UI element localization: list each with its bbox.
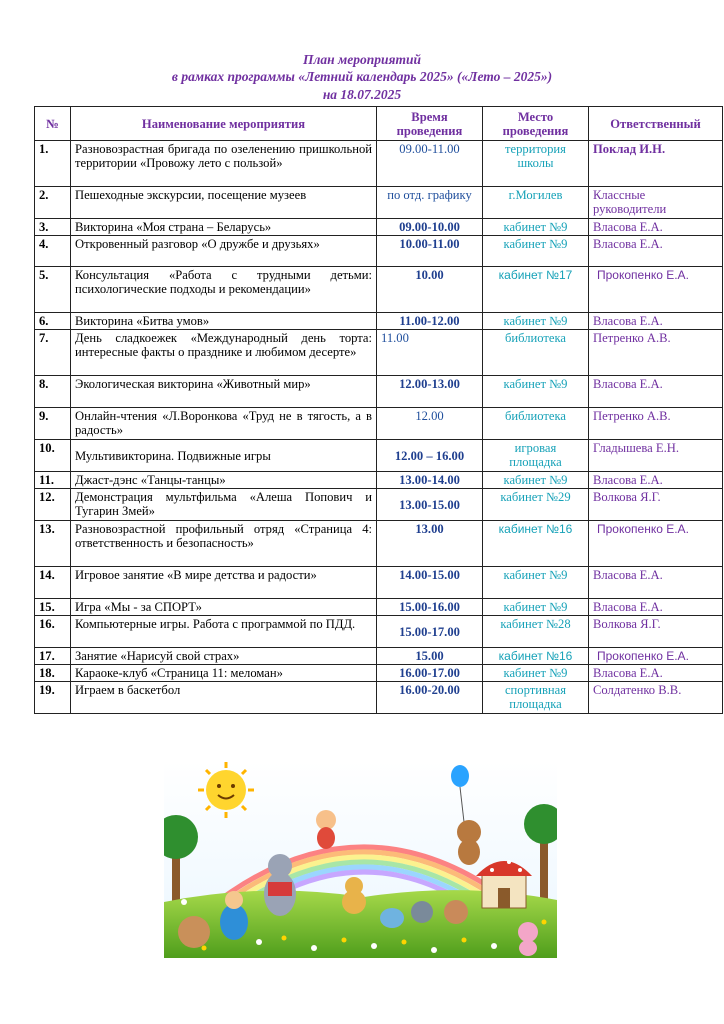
event-place: кабинет №28 [483,616,589,648]
event-place: библиотека [483,330,589,376]
event-place: игровая площадка [483,440,589,472]
event-place: спортивная площадка [483,682,589,714]
table-row [35,665,723,682]
event-responsible: Власова Е.А. [589,376,723,408]
event-name: Мультивикторина. Подвижные игры [71,440,377,472]
event-responsible: Власова Е.А. [589,567,723,599]
event-responsible: Власова Е.А. [589,472,723,489]
event-name: Викторина «Моя страна – Беларусь» [71,219,377,236]
event-responsible: Прокопенко Е.А. [589,267,723,313]
event-responsible: Поклад И.Н. [589,141,723,187]
table-row [35,187,723,219]
event-name: Демонстрация мультфильма «Алеша Попович и Тугарин Змей» [71,489,377,521]
event-time: 11.00 [377,330,483,376]
row-number: 8. [35,376,71,408]
table-row [35,236,723,267]
event-name: Компьютерные игры. Работа с программой по ПДД. [71,616,377,648]
row-number: 17. [35,648,71,665]
event-time: 15.00 [377,648,483,665]
event-name: Викторина «Битва умов» [71,313,377,330]
event-place: территория школы [483,141,589,187]
row-number: 12. [35,489,71,521]
summer-cartoon-illustration [164,762,557,958]
row-number: 10. [35,440,71,472]
event-place: кабинет №9 [483,599,589,616]
events-table [34,106,723,714]
event-responsible: Власова Е.А. [589,665,723,682]
column-header-name: Наименование мероприятия [71,107,377,141]
plan-subtitle: в рамках программы «Летний календарь 2025» («Лето – 2025») [171,69,553,84]
table-row [35,313,723,330]
event-responsible: Прокопенко Е.А. [589,521,723,567]
event-time: 11.00-12.00 [377,313,483,330]
event-name: Игра «Мы - за СПОРТ» [71,599,377,616]
event-time: 15.00-16.00 [377,599,483,616]
column-header-place: Место проведения [483,107,589,141]
event-responsible: Солдатенко В.В. [589,682,723,714]
event-place: кабинет №16 [483,521,589,567]
table-row [35,440,723,472]
row-number: 7. [35,330,71,376]
table-row [35,682,723,714]
event-time: 13.00-15.00 [377,489,483,521]
table-header-row [35,107,723,141]
event-place: кабинет №16 [483,648,589,665]
event-place: библиотека [483,408,589,440]
table-row [35,376,723,408]
event-name: День сладкоежек «Международный день торта: интересные факты о празднике и любимом десерте» [71,330,377,376]
event-responsible: Прокопенко Е.А. [589,648,723,665]
event-place: кабинет №9 [483,567,589,599]
event-name: Консультация «Работа с трудными детьми: психологические подходы и рекомендации» [71,267,377,313]
row-number: 9. [35,408,71,440]
event-name: Караоке-клуб «Страница 11: меломан» [71,665,377,682]
event-responsible: Власова Е.А. [589,313,723,330]
row-number: 14. [35,567,71,599]
event-place: кабинет №17 [483,267,589,313]
event-place: кабинет №9 [483,376,589,408]
row-number: 2. [35,187,71,219]
table-row [35,267,723,313]
table-row [35,648,723,665]
event-name: Откровенный разговор «О дружбе и друзьях» [71,236,377,267]
event-place: кабинет №9 [483,219,589,236]
event-time: 12.00 – 16.00 [377,440,483,472]
event-name: Игровое занятие «В мире детства и радости» [71,567,377,599]
event-time: 14.00-15.00 [377,567,483,599]
event-name: Разновозрастной профильный отряд «Страница 4: ответственность и безопасность» [71,521,377,567]
table-row [35,599,723,616]
row-number: 6. [35,313,71,330]
plan-date: на 18.07.2025 [322,87,402,102]
plan-title: План мероприятий [302,52,422,67]
event-time: 12.00 [377,408,483,440]
event-time: 10.00-11.00 [377,236,483,267]
event-place: кабинет №9 [483,472,589,489]
event-name: Занятие «Нарисуй свой страх» [71,648,377,665]
event-time: по отд. графику [377,187,483,219]
event-time: 13.00-14.00 [377,472,483,489]
event-name: Экологическая викторина «Животный мир» [71,376,377,408]
row-number: 1. [35,141,71,187]
table-row [35,141,723,187]
event-time: 15.00-17.00 [377,616,483,648]
event-place: кабинет №9 [483,665,589,682]
event-place: кабинет №9 [483,236,589,267]
event-name: Джаст-дэнс «Танцы-танцы» [71,472,377,489]
event-time: 10.00 [377,267,483,313]
event-time: 13.00 [377,521,483,567]
event-time: 16.00-17.00 [377,665,483,682]
event-name: Разновозрастная бригада по озеленению пришкольной территории «Провожу лето с пользой» [71,141,377,187]
row-number: 19. [35,682,71,714]
table-row [35,521,723,567]
event-responsible: Классные руководители [589,187,723,219]
event-place: кабинет №9 [483,313,589,330]
table-row [35,616,723,648]
column-header-num: № [35,107,71,141]
table-row [35,408,723,440]
event-responsible: Власова Е.А. [589,236,723,267]
row-number: 4. [35,236,71,267]
table-row [35,567,723,599]
event-responsible: Петренко А.В. [589,408,723,440]
event-responsible: Власова Е.А. [589,599,723,616]
event-responsible: Гладышева Е.Н. [589,440,723,472]
event-responsible: Волкова Я.Г. [589,616,723,648]
event-responsible: Власова Е.А. [589,219,723,236]
sun-icon [198,762,254,818]
row-number: 11. [35,472,71,489]
row-number: 16. [35,616,71,648]
event-name: Пешеходные экскурсии, посещение музеев [71,187,377,219]
event-name: Онлайн-чтения «Л.Воронкова «Труд не в тягость, а в радость» [71,408,377,440]
column-header-time: Время проведения [377,107,483,141]
row-number: 13. [35,521,71,567]
event-time: 09.00-11.00 [377,141,483,187]
row-number: 5. [35,267,71,313]
row-number: 15. [35,599,71,616]
event-time: 12.00-13.00 [377,376,483,408]
table-row [35,219,723,236]
event-time: 09.00-10.00 [377,219,483,236]
table-row [35,472,723,489]
column-header-responsible: Ответственный [589,107,723,141]
event-place: г.Могилев [483,187,589,219]
event-place: кабинет №29 [483,489,589,521]
event-name: Играем в баскетбол [71,682,377,714]
event-time: 16.00-20.00 [377,682,483,714]
event-responsible: Петренко А.В. [589,330,723,376]
row-number: 18. [35,665,71,682]
table-row [35,489,723,521]
row-number: 3. [35,219,71,236]
table-row [35,330,723,376]
event-responsible: Волкова Я.Г. [589,489,723,521]
